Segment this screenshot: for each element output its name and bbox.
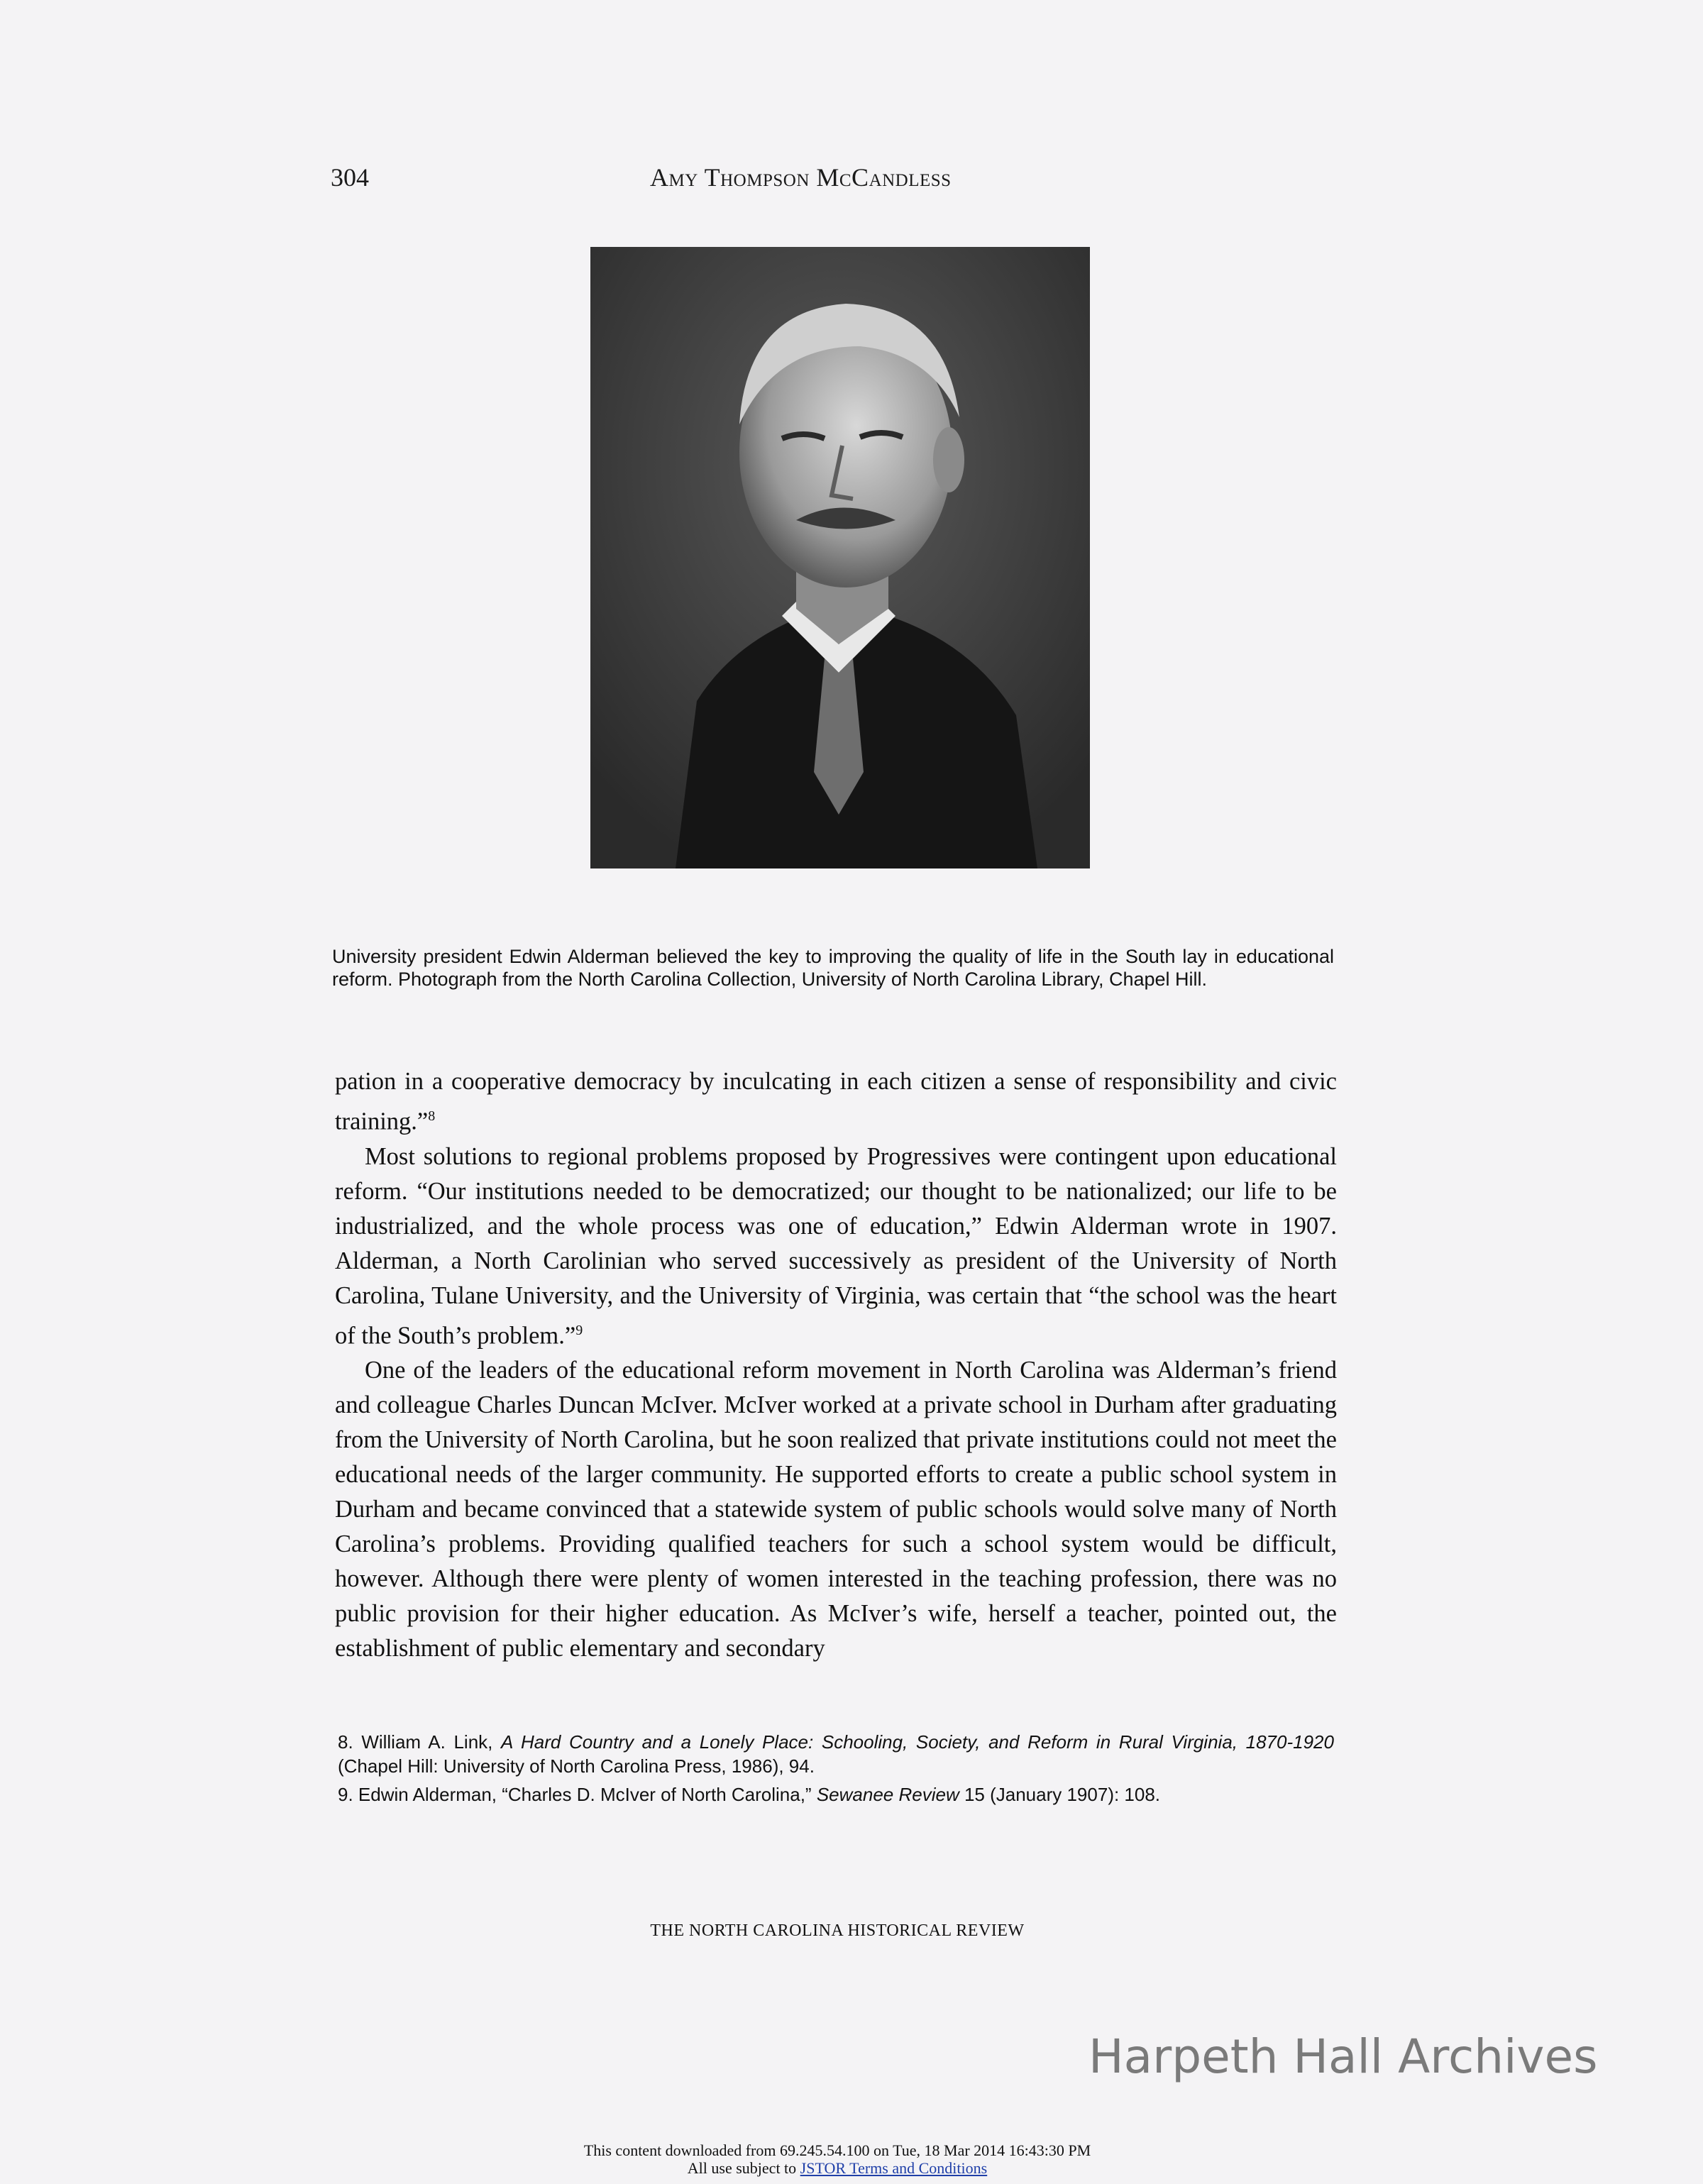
footnote-ref: 8: [428, 1108, 436, 1124]
download-line: This content downloaded from 69.245.54.100 on Tue, 18 Mar 2014 16:43:30 PM: [583, 2141, 1091, 2159]
paragraph: Most solutions to regional problems proposed by Progressives were contingent upon educational reform. “Our institutions needed to be democratized; our thought to be nationalized; our life to be industrialized, and the whole process was one of education,” Edwin Alderman wrote in 1907. Alderman, a North Carolinian who served successively as president of the University of North Carolina, Tulane University, and the University of Virginia, was certain that “the school was the heart of the South’s problem.”$^9$: [335, 1142, 1337, 1349]
download-notice: [0, 2141, 1675, 2177]
footnote-8: 8. William A. Link, A Hard Country and a Lonely Place: Schooling, Society, and Reform in Rural Virginia, 1870-1920 (Chapel Hill: University of North Carolina Press, 1986), 94.: [338, 1731, 1334, 1777]
figure-caption: University president Edwin Alderman believed the key to improving the quality of life in the South lay in educational reform. Photograph from the North Carolina Collection, University of North Carolina Library, Chapel Hill.: [332, 946, 1334, 990]
footnote-9: 9. Edwin Alderman, “Charles D. McIver of North Carolina,” Sewanee Review 15 (January 1907): 108.: [338, 1784, 1161, 1805]
running-header: [331, 158, 1324, 197]
footnote-ref: 9: [575, 1322, 583, 1338]
running-head-author: Amy Thompson McCandless: [650, 163, 952, 192]
footnotes: [338, 1730, 1334, 1811]
journal-title: THE NORTH CAROLINA HISTORICAL REVIEW: [650, 1921, 1025, 1940]
jstor-terms-link[interactable]: JSTOR Terms and Conditions: [800, 2159, 988, 2177]
terms-line: All use subject to JSTOR Terms and Conditions: [687, 2159, 988, 2177]
portrait-photograph: [590, 247, 1090, 868]
archive-watermark: Harpeth Hall Archives: [1089, 2029, 1598, 2084]
body-text: [335, 1064, 1337, 1666]
paragraph: pation in a cooperative democracy by inculcating in each citizen a sense of responsibility and civic training.”$^8$: [335, 1068, 1337, 1135]
page-number: 304: [331, 163, 369, 192]
paragraph: One of the leaders of the educational reform movement in North Carolina was Alderman’s friend and colleague Charles Duncan McIver. McIver worked at a private school in Durham after graduating from the University of North Carolina, but he soon realized that private institutions could not meet the educational needs of the larger community. He supported efforts to create a public school system in Durham and became convinced that a statewide system of public schools would solve many of North Carolina’s problems. Providing qualified teachers for such a school system would be difficult, however. Although there were plenty of women interested in the teaching profession, there was no public provision for their higher education. As McIver’s wife, herself a teacher, pointed out, the establishment of public elementary and secondary: [335, 1357, 1337, 1662]
